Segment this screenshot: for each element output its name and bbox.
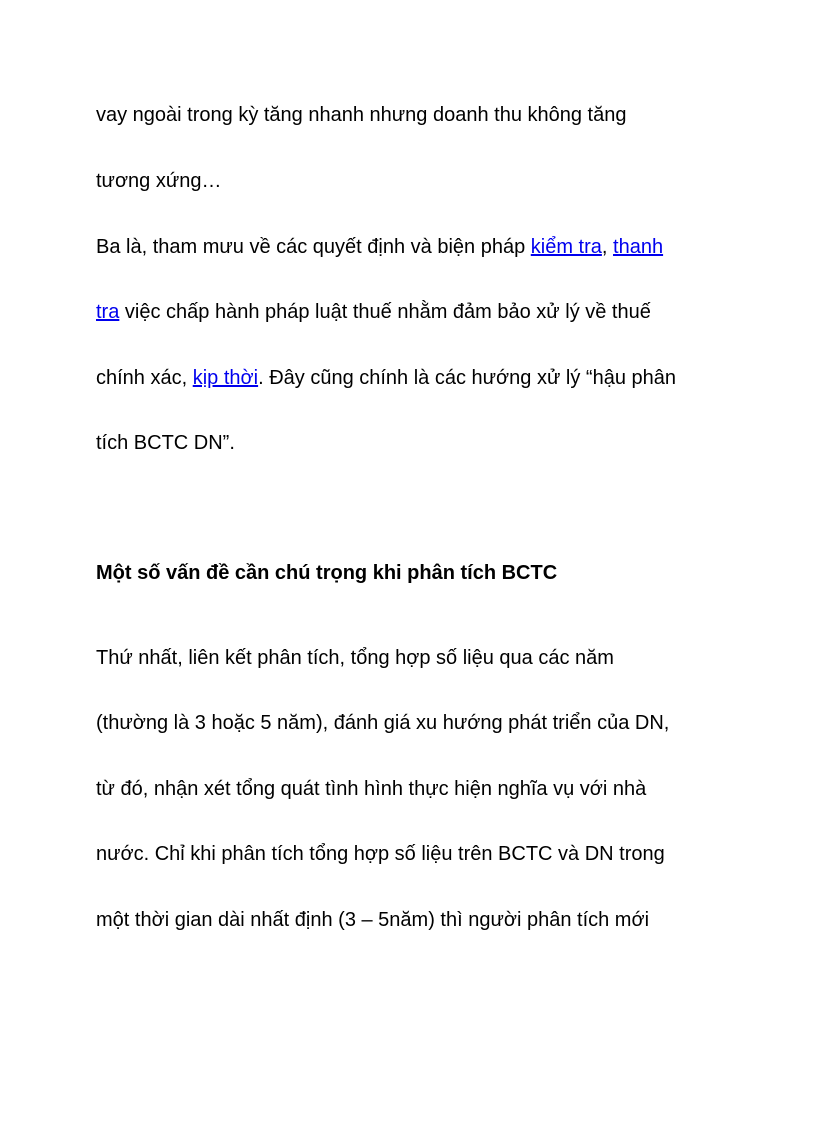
paragraph-2-line-2-text: việc chấp hành pháp luật thuế nhằm đảm bảo xử lý về thuế bbox=[119, 301, 651, 323]
paragraph-2-line-3 bbox=[96, 366, 676, 390]
link-kiem-tra[interactable]: kiểm tra bbox=[530, 236, 602, 258]
link-kip-thoi[interactable]: kịp thời bbox=[192, 367, 259, 389]
paragraph-3-line-4: nước. Chỉ khi phân tích tổng hợp số liệu trên BCTC và DN trong bbox=[96, 843, 665, 865]
paragraph-3-line-5: một thời gian dài nhất định (3 – 5năm) thì người phân tích mới bbox=[96, 909, 650, 931]
paragraph-3-line-3: từ đó, nhận xét tổng quát tình hình thực hiện nghĩa vụ với nhà bbox=[96, 778, 647, 800]
paragraph-2-line-1-text: Ba là, tham mưu về các quyết định và biện pháp bbox=[96, 236, 531, 258]
paragraph-2-line-2 bbox=[96, 300, 651, 324]
paragraph-2-line-3-text: . Đây cũng chính là các hướng xử lý “hậu phân bbox=[258, 367, 676, 389]
paragraph-2-separator: , bbox=[601, 236, 614, 258]
paragraph-2-line-3-prefix: chính xác, bbox=[96, 367, 193, 389]
paragraph-3-line-2: (thường là 3 hoặc 5 năm), đánh giá xu hướng phát triển của DN, bbox=[96, 712, 670, 734]
paragraph-3-line-1: Thứ nhất, liên kết phân tích, tổng hợp số liệu qua các năm bbox=[96, 647, 614, 669]
link-thanh-tra-part-2[interactable]: tra bbox=[96, 301, 120, 323]
link-thanh-tra-part-1[interactable]: thanh bbox=[613, 236, 664, 258]
paragraph-2-line-1 bbox=[96, 235, 663, 259]
section-heading: Một số vấn đề cần chú trọng khi phân tích BCTC bbox=[96, 562, 558, 584]
paragraph-2-line-4: tích BCTC DN”. bbox=[96, 432, 235, 454]
paragraph-1-line-2: tương xứng… bbox=[96, 170, 222, 192]
paragraph-1-line-1: vay ngoài trong kỳ tăng nhanh nhưng doanh thu không tăng bbox=[96, 104, 627, 126]
